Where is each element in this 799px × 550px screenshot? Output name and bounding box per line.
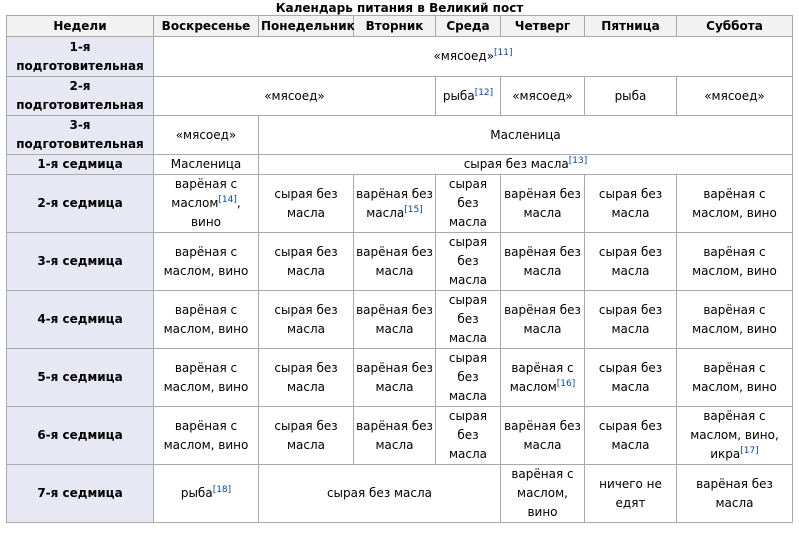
week-label: 2-я седмица xyxy=(7,175,154,233)
table-row xyxy=(7,233,793,291)
table-cell: «мясоед» xyxy=(154,77,436,116)
table-cell: «мясоед» xyxy=(501,77,585,116)
table-cell: сырая без масла xyxy=(259,349,354,407)
table-cell: «мясоед» xyxy=(677,77,793,116)
cell-text: «мясоед» xyxy=(433,49,495,63)
table-cell: сырая без масла xyxy=(585,407,677,465)
cell-text: варёная с маслом xyxy=(509,360,574,394)
table-cell xyxy=(154,465,259,523)
table-cell: сырая без масла xyxy=(585,291,677,349)
header-wednesday: Среда xyxy=(436,16,501,37)
table-cell: сырая без масла xyxy=(259,465,501,523)
table-cell: рыба xyxy=(585,77,677,116)
table-cell: варёная без масла xyxy=(354,407,436,465)
table-row xyxy=(7,349,793,407)
table-row xyxy=(7,116,793,155)
table-cell: сырая без масла xyxy=(436,291,501,349)
table-cell: варёная без масла xyxy=(677,465,793,523)
table-cell xyxy=(436,77,501,116)
header-friday: Пятница xyxy=(585,16,677,37)
table-row xyxy=(7,37,793,77)
week-label: 3-я подготовительная xyxy=(7,116,154,155)
table-cell: сырая без масла xyxy=(585,233,677,291)
header-sunday: Воскресенье xyxy=(154,16,259,37)
table-cell: варёная с маслом, вино xyxy=(154,291,259,349)
cell-text: рыба xyxy=(180,486,213,500)
table-cell: варёная с маслом, вино xyxy=(677,175,793,233)
table-cell xyxy=(354,175,436,233)
table-cell: сырая без масла xyxy=(259,233,354,291)
table-cell: варёная с маслом, вино xyxy=(677,291,793,349)
header-saturday: Суббота xyxy=(677,16,793,37)
header-thursday: Четверг xyxy=(501,16,585,37)
table-row xyxy=(7,291,793,349)
week-label: 6-я седмица xyxy=(7,407,154,465)
table-cell: варёная без масла xyxy=(501,291,585,349)
table-cell: сырая без масла xyxy=(259,407,354,465)
table-cell: сырая без масла xyxy=(436,233,501,291)
table-cell: сырая без масла xyxy=(585,349,677,407)
table-cell: варёная без масла xyxy=(501,175,585,233)
table-cell: варёная с маслом, вино xyxy=(154,407,259,465)
table-cell: «мясоед» xyxy=(154,116,259,155)
table-cell: варёная без масла xyxy=(501,233,585,291)
week-label: 4-я седмица xyxy=(7,291,154,349)
table-row xyxy=(7,465,793,523)
table-cell: сырая без масла xyxy=(436,175,501,233)
table-cell: сырая без масла xyxy=(436,349,501,407)
table-cell: варёная с маслом, вино xyxy=(677,233,793,291)
cell-text: сырая без масла xyxy=(463,157,569,171)
table-cell: варёная с маслом, вино xyxy=(154,233,259,291)
table-cell: сырая без масла xyxy=(585,175,677,233)
table-cell: варёная без масла xyxy=(354,349,436,407)
week-label: 2-я подготовительная xyxy=(7,77,154,116)
table-caption: Календарь питания в Великий пост xyxy=(275,1,524,15)
footnote-link[interactable]: [17] xyxy=(740,446,759,456)
table-cell xyxy=(259,155,793,175)
week-label: 5-я седмица xyxy=(7,349,154,407)
header-weeks: Недели xyxy=(7,16,154,37)
table-cell: сырая без масла xyxy=(436,407,501,465)
footnote-link[interactable]: [16] xyxy=(556,378,576,389)
table-cell: варёная с маслом, вино xyxy=(154,349,259,407)
cell-text: варёная с маслом, вино, икра xyxy=(690,409,779,461)
table-cell: сырая без масла xyxy=(259,175,354,233)
table-cell: сырая без масла xyxy=(259,291,354,349)
table-cell: варёная без масла xyxy=(354,291,436,349)
cell-text: , вино xyxy=(190,196,241,229)
table-row xyxy=(7,407,793,465)
cell-text: рыба xyxy=(442,88,475,103)
footnote-link[interactable]: [14] xyxy=(218,195,237,205)
week-label: 7-я седмица xyxy=(7,465,154,523)
cell-text: варёная с маслом xyxy=(171,177,238,210)
footnote-link[interactable]: [18] xyxy=(212,485,232,495)
table-cell: варёная с маслом, вино xyxy=(501,465,585,523)
table-row xyxy=(7,175,793,233)
header-row xyxy=(7,16,793,37)
footnote-link[interactable]: [11] xyxy=(494,48,513,58)
table-cell: Масленица xyxy=(154,155,259,175)
week-label: 3-я седмица xyxy=(7,233,154,291)
table-cell: ничего не едят xyxy=(585,465,677,523)
table-row xyxy=(7,155,793,175)
table-cell xyxy=(154,37,793,77)
table-cell xyxy=(677,407,793,465)
table-cell: Масленица xyxy=(259,116,793,155)
table-row xyxy=(7,77,793,116)
footnote-link[interactable]: [13] xyxy=(568,156,588,166)
lent-food-calendar-table xyxy=(6,15,793,523)
table-cell: варёная с маслом, вино xyxy=(677,349,793,407)
header-monday: Понедельник xyxy=(259,16,354,37)
footnote-link[interactable]: [12] xyxy=(474,87,494,98)
table-cell xyxy=(501,349,585,407)
header-tuesday: Вторник xyxy=(354,16,436,37)
cell-text: варёная без масла xyxy=(356,186,433,220)
table-cell: варёная без масла xyxy=(354,233,436,291)
week-label: 1-я седмица xyxy=(7,155,154,175)
table-cell: варёная без масла xyxy=(501,407,585,465)
footnote-link[interactable]: [15] xyxy=(404,204,423,215)
week-label: 1-я подготовительная xyxy=(7,37,154,77)
table-cell xyxy=(154,175,259,233)
